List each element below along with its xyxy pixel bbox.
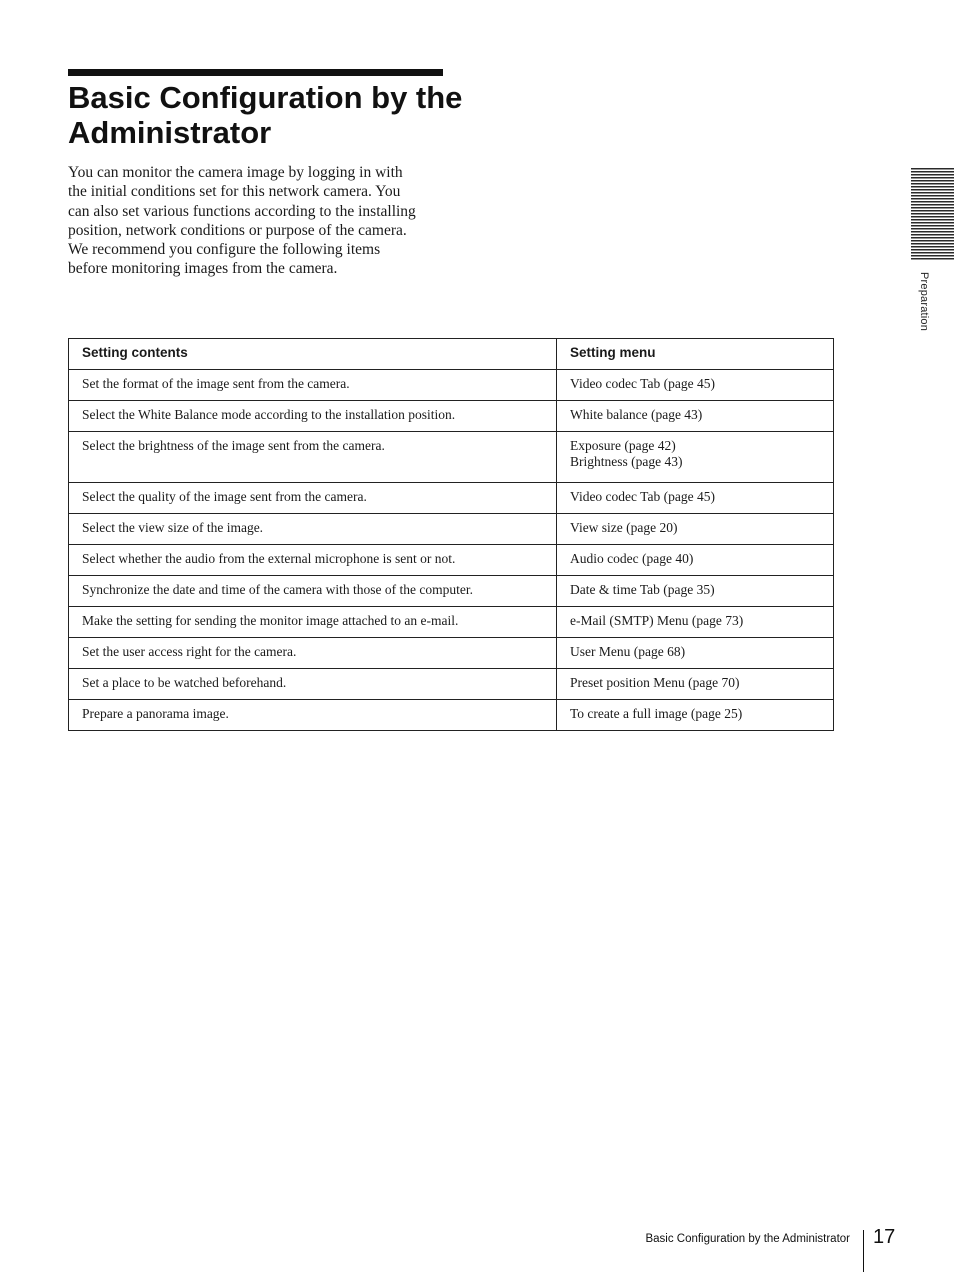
setting-menu-cell bbox=[557, 483, 834, 514]
header-setting-menu: Setting menu bbox=[557, 339, 834, 370]
setting-menu-link: User Menu (page 68) bbox=[570, 644, 686, 659]
section-tab-marker bbox=[911, 168, 954, 260]
table-row bbox=[69, 401, 834, 432]
section-tab-label: Preparation bbox=[918, 272, 930, 332]
setting-menu-cell bbox=[557, 514, 834, 545]
setting-menu-cell bbox=[557, 545, 834, 576]
table-row bbox=[69, 576, 834, 607]
table-row bbox=[69, 545, 834, 576]
table-row bbox=[69, 607, 834, 638]
setting-contents-cell: Synchronize the date and time of the camera with those of the computer. bbox=[69, 576, 557, 607]
setting-contents-cell: Set the format of the image sent from the camera. bbox=[69, 370, 557, 401]
table-row bbox=[69, 370, 834, 401]
setting-contents-cell: Select the view size of the image. bbox=[69, 514, 557, 545]
header-setting-contents: Setting contents bbox=[69, 339, 557, 370]
setting-menu-cell bbox=[557, 700, 834, 731]
table-row bbox=[69, 700, 834, 731]
setting-menu-cell bbox=[557, 432, 834, 483]
page-number: 17 bbox=[873, 1226, 896, 1248]
footer-divider bbox=[863, 1230, 864, 1272]
setting-menu-cell bbox=[557, 576, 834, 607]
setting-menu-link: Date & time Tab (page 35) bbox=[570, 582, 715, 597]
setting-menu-link: e-Mail (SMTP) Menu (page 73) bbox=[570, 613, 744, 628]
setting-menu-link: Video codec Tab (page 45) bbox=[570, 376, 715, 391]
setting-contents-cell: Select the White Balance mode according to the installation position. bbox=[69, 401, 557, 432]
setting-contents-cell: Select the brightness of the image sent from the camera. bbox=[69, 432, 557, 483]
settings-table bbox=[68, 338, 834, 731]
setting-contents-cell: Select whether the audio from the external microphone is sent or not. bbox=[69, 545, 557, 576]
setting-contents-cell: Select the quality of the image sent from the camera. bbox=[69, 483, 557, 514]
page-title: Basic Configuration by the Administrator bbox=[68, 80, 463, 150]
table-row bbox=[69, 638, 834, 669]
setting-menu-cell bbox=[557, 370, 834, 401]
setting-contents-cell: Set a place to be watched beforehand. bbox=[69, 669, 557, 700]
setting-contents-cell: Prepare a panorama image. bbox=[69, 700, 557, 731]
setting-menu-cell bbox=[557, 669, 834, 700]
title-rule bbox=[68, 69, 443, 76]
setting-menu-link: Brightness (page 43) bbox=[570, 454, 683, 469]
setting-menu-link: Exposure (page 42) bbox=[570, 438, 676, 453]
table-row bbox=[69, 514, 834, 545]
setting-menu-link: View size (page 20) bbox=[570, 520, 678, 535]
table-row bbox=[69, 483, 834, 514]
setting-menu-link: Video codec Tab (page 45) bbox=[570, 489, 715, 504]
setting-menu-cell bbox=[557, 607, 834, 638]
setting-menu-link: Preset position Menu (page 70) bbox=[570, 675, 740, 690]
setting-menu-cell bbox=[557, 401, 834, 432]
footer-section-title: Basic Configuration by the Administrator bbox=[645, 1233, 850, 1245]
table-header-row bbox=[69, 339, 834, 370]
setting-menu-link: White balance (page 43) bbox=[570, 407, 703, 422]
table-row bbox=[69, 432, 834, 483]
setting-contents-cell: Set the user access right for the camera. bbox=[69, 638, 557, 669]
setting-menu-link: Audio codec (page 40) bbox=[570, 551, 694, 566]
setting-contents-cell: Make the setting for sending the monitor image attached to an e-mail. bbox=[69, 607, 557, 638]
table-row bbox=[69, 669, 834, 700]
setting-menu-link: To create a full image (page 25) bbox=[570, 706, 743, 721]
setting-menu-cell bbox=[557, 638, 834, 669]
intro-paragraph: You can monitor the camera image by logging in with the initial conditions set for this network camera. You can also set various functions according to the installing position, network conditions or purpose of the camera. We recommend you configure the following items before monitoring images from the camera. bbox=[68, 164, 416, 278]
